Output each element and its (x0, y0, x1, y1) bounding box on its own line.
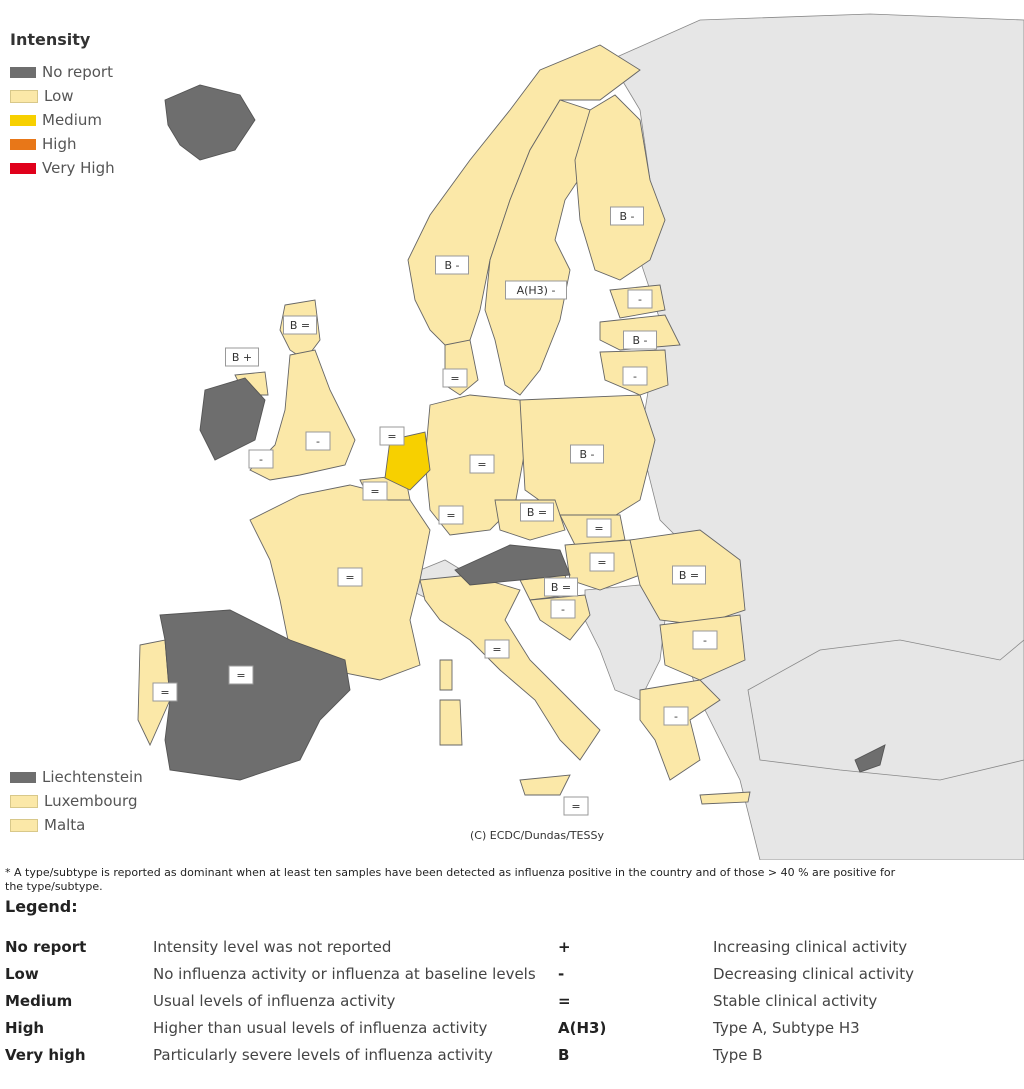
trend-label-text: = (370, 485, 380, 498)
trend-label (628, 290, 652, 308)
legend-label: Low (44, 87, 74, 105)
legend-level: Very high (5, 1046, 86, 1064)
trend-label (380, 427, 404, 445)
trend-label (590, 553, 614, 571)
country-iceland (165, 85, 255, 160)
trend-label-text: B = (678, 569, 700, 582)
legend-level-description: Higher than usual levels of influenza activity (153, 1019, 488, 1037)
trend-label (153, 683, 177, 701)
trend-label-text: B = (550, 581, 572, 594)
map-copyright: (C) ECDC/Dundas/TESSy (470, 829, 604, 842)
small-country-luxembourg (10, 791, 138, 811)
trend-label-text: = (477, 458, 487, 471)
trend-label (624, 331, 657, 349)
country-ireland (200, 378, 265, 460)
trend-label (545, 578, 578, 596)
small-country-malta (10, 815, 85, 835)
trend-label-text: = (450, 372, 460, 385)
country-sardinia (440, 700, 462, 745)
trend-label-text: B - (632, 334, 648, 347)
legend-level: No report (5, 938, 87, 956)
country-corsica (440, 660, 452, 690)
legend-title: Legend: (5, 897, 78, 916)
country-crete (700, 792, 750, 804)
small-country-liechtenstein (10, 767, 143, 787)
trend-label (470, 455, 494, 473)
trend-label (443, 369, 467, 387)
legend-swatch (10, 67, 36, 78)
trend-label-text: - (674, 710, 678, 723)
country-sicily (520, 775, 570, 795)
small-country-label: Luxembourg (44, 792, 138, 810)
trend-label (673, 566, 706, 584)
trend-label (363, 482, 387, 500)
trend-label-text: = (597, 556, 607, 569)
trend-label (611, 207, 644, 225)
trend-label (249, 450, 273, 468)
trend-label-text: - (316, 435, 320, 448)
trend-label-text: = (571, 800, 581, 813)
trend-label (229, 666, 253, 684)
trend-label (623, 367, 647, 385)
legend-level: Low (5, 965, 39, 983)
legend-swatch (10, 139, 36, 150)
legend-row (5, 992, 1015, 1019)
trend-label-text: - (259, 453, 263, 466)
legend-level: Medium (5, 992, 73, 1010)
trend-label (693, 631, 717, 649)
legend-item-high (10, 134, 76, 154)
trend-label-text: = (594, 522, 604, 535)
dominant-type-footnote: * A type/subtype is reported as dominant when at least ten samples have been detected as influenza positive in the country and of those > 40 % are positive for the type/subtype. (5, 866, 896, 893)
trend-label-text: = (387, 430, 397, 443)
trend-label-text: B - (444, 259, 460, 272)
legend-swatch (10, 795, 38, 808)
trend-label (587, 519, 611, 537)
legend-item-low (10, 86, 74, 106)
small-country-label: Malta (44, 816, 86, 834)
legend-symbol: = (558, 992, 571, 1010)
trend-label (284, 316, 317, 334)
legend-level-description: Particularly severe levels of influenza activity (153, 1046, 493, 1064)
legend-level-description: Usual levels of influenza activity (153, 992, 396, 1010)
legend-swatch (10, 115, 36, 126)
legend-swatch (10, 772, 36, 783)
legend-level-description: Intensity level was not reported (153, 938, 392, 956)
legend-symbol-description: Decreasing clinical activity (713, 965, 914, 983)
legend-level-description: No influenza activity or influenza at baseline levels (153, 965, 536, 983)
legend-swatch (10, 819, 38, 832)
legend-swatch (10, 163, 36, 174)
legend-label: No report (42, 63, 113, 81)
legend-row (5, 1019, 1015, 1046)
trend-label (436, 256, 469, 274)
legend-symbol: B (558, 1046, 570, 1064)
legend-item-no-report (10, 62, 113, 82)
trend-label-text: = (446, 509, 456, 522)
trend-label-text: = (492, 643, 502, 656)
legend-swatch (10, 90, 38, 103)
trend-label-text: B - (579, 448, 595, 461)
country-greece (640, 680, 720, 780)
trend-label-text: = (236, 669, 246, 682)
trend-label-text: B - (619, 210, 635, 223)
trend-label (506, 281, 567, 299)
trend-label (551, 600, 575, 618)
legend-row (5, 938, 1015, 965)
trend-label-text: = (160, 686, 170, 699)
trend-label (338, 568, 362, 586)
trend-label (226, 348, 259, 366)
trend-label-text: = (345, 571, 355, 584)
trend-label (306, 432, 330, 450)
legend-symbol-description: Increasing clinical activity (713, 938, 908, 956)
legend-label: Very High (42, 159, 115, 177)
intensity-legend-title: Intensity (10, 30, 91, 49)
trend-label (571, 445, 604, 463)
trend-label-text: - (638, 293, 642, 306)
legend-item-medium (10, 110, 102, 130)
legend-label: High (42, 135, 77, 153)
legend-table (5, 938, 1015, 1073)
trend-label (664, 707, 688, 725)
trend-label (564, 797, 588, 815)
trend-label-text: - (703, 634, 707, 647)
trend-label-text: B = (289, 319, 311, 332)
legend-symbol-description: Type B (713, 1046, 763, 1064)
trend-label (439, 506, 463, 524)
trend-label-text: B = (526, 506, 548, 519)
legend-level: High (5, 1019, 45, 1037)
small-country-label: Liechtenstein (42, 768, 143, 786)
trend-label (521, 503, 554, 521)
legend-symbol: + (558, 938, 571, 956)
trend-label-text: A(H3) - (516, 284, 556, 297)
trend-label-text: - (561, 603, 565, 616)
trend-label (485, 640, 509, 658)
legend-symbol: - (558, 965, 565, 983)
legend-label: Medium (42, 111, 102, 129)
trend-label-text: - (633, 370, 637, 383)
trend-label-text: B + (231, 351, 253, 364)
legend-row (5, 965, 1015, 992)
legend-symbol-description: Stable clinical activity (713, 992, 878, 1010)
legend-item-very-high (10, 158, 115, 178)
legend-row (5, 1046, 1015, 1073)
legend-symbol: A(H3) (558, 1019, 607, 1037)
legend-symbol-description: Type A, Subtype H3 (713, 1019, 860, 1037)
